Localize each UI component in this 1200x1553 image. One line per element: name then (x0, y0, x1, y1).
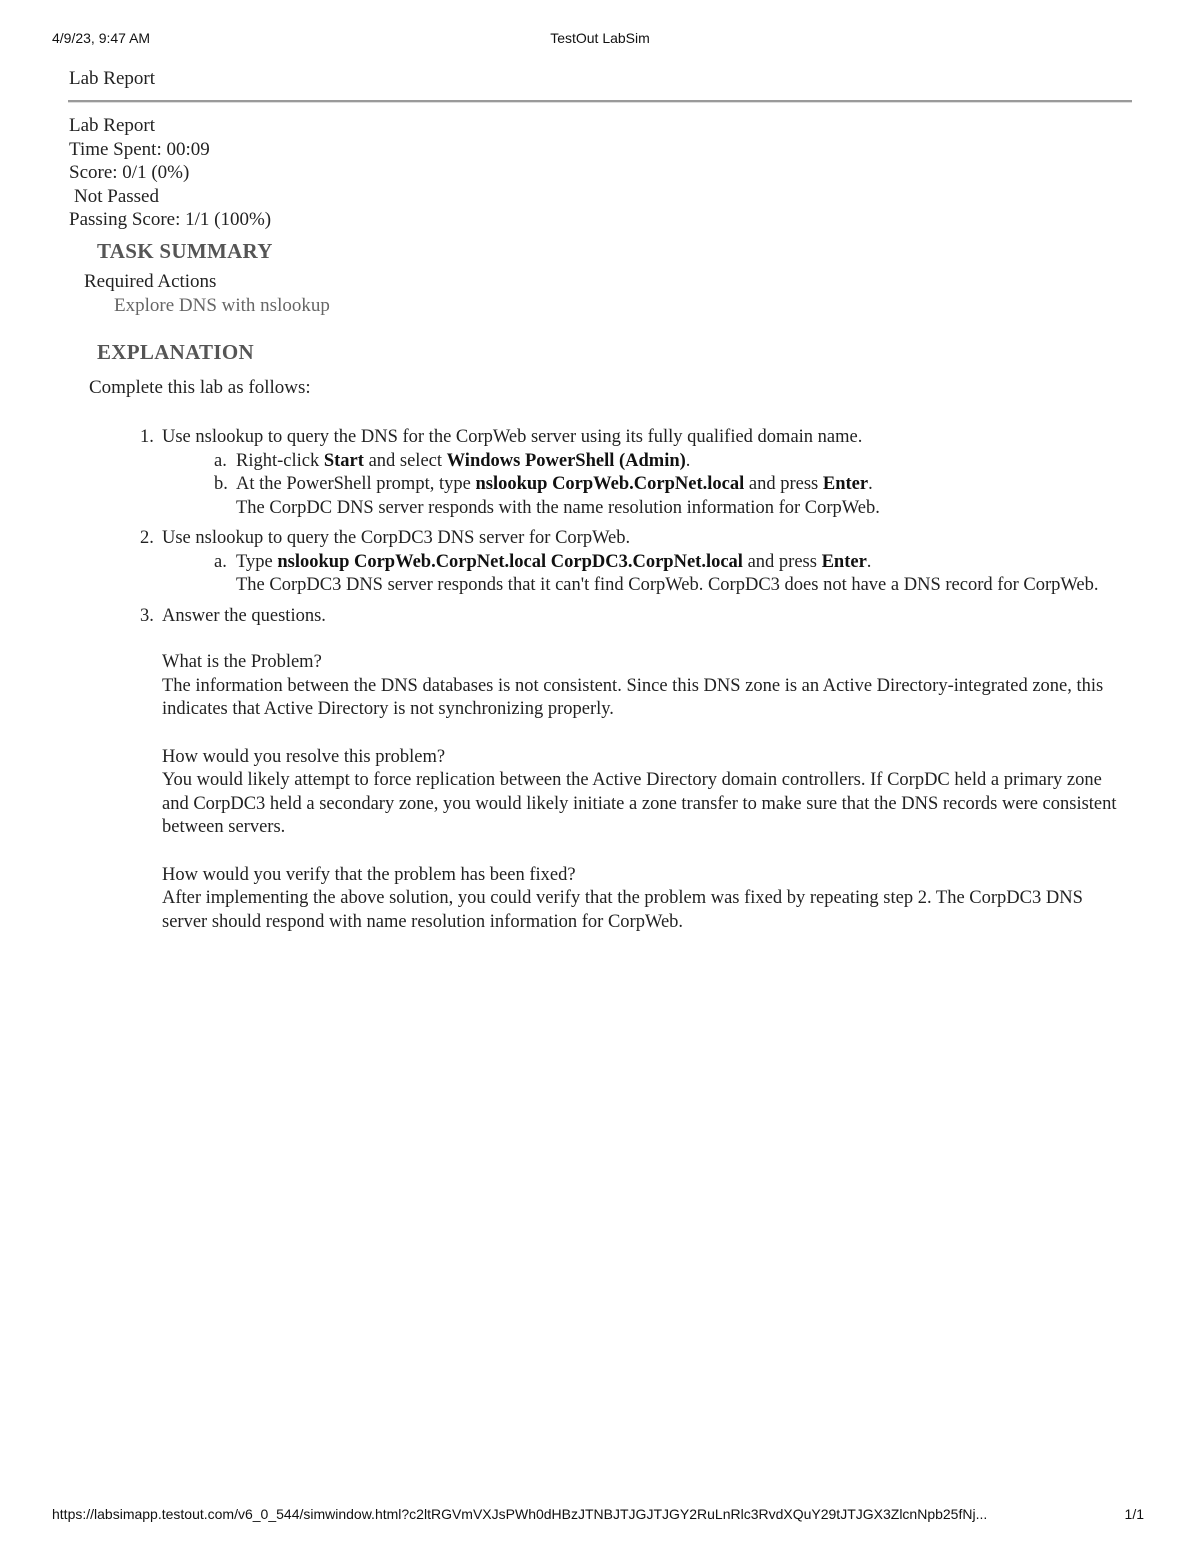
step-number: 1. (140, 427, 154, 447)
score: Score: 0/1 (0%) (69, 162, 190, 183)
summary-heading: Lab Report (69, 115, 156, 136)
substep-text: . (868, 474, 873, 494)
steps-list (134, 426, 1124, 941)
bold-term: Windows PowerShell (Admin) (446, 450, 686, 471)
answer: The information between the DNS databases is not consistent. Since this DNS zone is an Active Directory-integrated zone, this indicates that Active Directory is not synchronizing properly. (162, 675, 1104, 719)
substeps-list (162, 450, 1124, 521)
substep-note: The CorpDC3 DNS server responds that it can't find CorpWeb. CorpDC3 does not have a DNS record for CorpWeb. (236, 575, 1099, 595)
substep-text: . (866, 551, 872, 572)
print-footer (0, 1506, 1200, 1526)
explanation-heading: EXPLANATION (97, 340, 254, 364)
step-number: 3. (140, 605, 154, 626)
step-text: Use nslookup to query the CorpDC3 DNS server for CorpWeb. (162, 528, 631, 548)
bold-term: Enter (821, 551, 867, 572)
substep-text: and select (363, 450, 447, 471)
substep-text: and press (744, 474, 823, 494)
title-divider (68, 100, 1132, 103)
required-actions-label: Required Actions (84, 271, 217, 292)
qa-block-verify (162, 864, 1124, 935)
step-number: 2. (140, 528, 154, 548)
pass-status: Not Passed (74, 185, 159, 207)
score-summary (69, 114, 271, 232)
answer: After implementing the above solution, you could verify that the problem was fixed by repeating step 2. The CorpDC3 DNS server should respond with name resolution information for CorpWeb. (162, 888, 1083, 932)
substep-1a (162, 450, 1124, 474)
bold-command: nslookup CorpWeb.CorpNet.local CorpDC3.CorpNet.local (277, 551, 743, 572)
substep-text: and press (742, 551, 822, 572)
passing-score: Passing Score: 1/1 (100%) (69, 209, 272, 230)
step-text: Answer the questions. (162, 605, 326, 626)
substep-letter: a. (214, 551, 227, 572)
substep-2a (162, 551, 1124, 598)
substep-text: At the PowerShell prompt, type (236, 474, 476, 494)
step-2 (134, 527, 1124, 598)
substep-note: The CorpDC DNS server responds with the name resolution information for CorpWeb. (236, 497, 880, 518)
bold-command: nslookup CorpWeb.CorpNet.local (475, 474, 745, 494)
task-summary-heading: TASK SUMMARY (97, 239, 273, 263)
explanation-intro: Complete this lab as follows: (89, 377, 311, 398)
bold-term: Start (323, 450, 364, 471)
bold-term: Enter (822, 474, 869, 494)
required-action-item: Explore DNS with nslookup (114, 295, 330, 316)
substep-text: Type (236, 551, 278, 572)
qa-block-problem (162, 651, 1124, 722)
report-title: Lab Report (69, 68, 156, 89)
substep-1b (162, 473, 1124, 520)
substep-text: Right-click (236, 450, 324, 471)
substep-letter: b. (214, 474, 228, 494)
print-datetime: 4/9/23, 9:47 AM (52, 30, 151, 46)
substep-letter: a. (214, 450, 227, 471)
page-number: 1/1 (1124, 1506, 1144, 1522)
print-header (0, 30, 1200, 50)
question: How would you verify that the problem has been fixed? (162, 864, 576, 885)
page-url: https://labsimapp.testout.com/v6_0_544/simwindow.html?c2ltRGVmVXJsPWh0dHBzJTNBJTJGJTJGY2RuLnRlc3RvdXQuY29tJTJGX3ZlcnNpb25fNj... (52, 1506, 988, 1522)
print-page-title: TestOut LabSim (550, 30, 650, 46)
substep-text: . (685, 450, 691, 471)
time-spent: Time Spent: 00:09 (69, 138, 210, 160)
question: What is the Problem? (162, 652, 322, 672)
step-1 (134, 426, 1124, 520)
question: How would you resolve this problem? (162, 746, 446, 767)
step-text: Use nslookup to query the DNS for the CorpWeb server using its fully qualified domain name. (162, 427, 863, 447)
qa-block-resolve (162, 746, 1124, 840)
step-3 (134, 605, 1124, 935)
substeps-list (162, 551, 1124, 598)
answer: You would likely attempt to force replication between the Active Directory domain controllers. If CorpDC held a primary zone and CorpDC3 held a secondary zone, you would likely initiate a zone transfer to make sure that the DNS records were consistent between servers. (162, 770, 1117, 837)
